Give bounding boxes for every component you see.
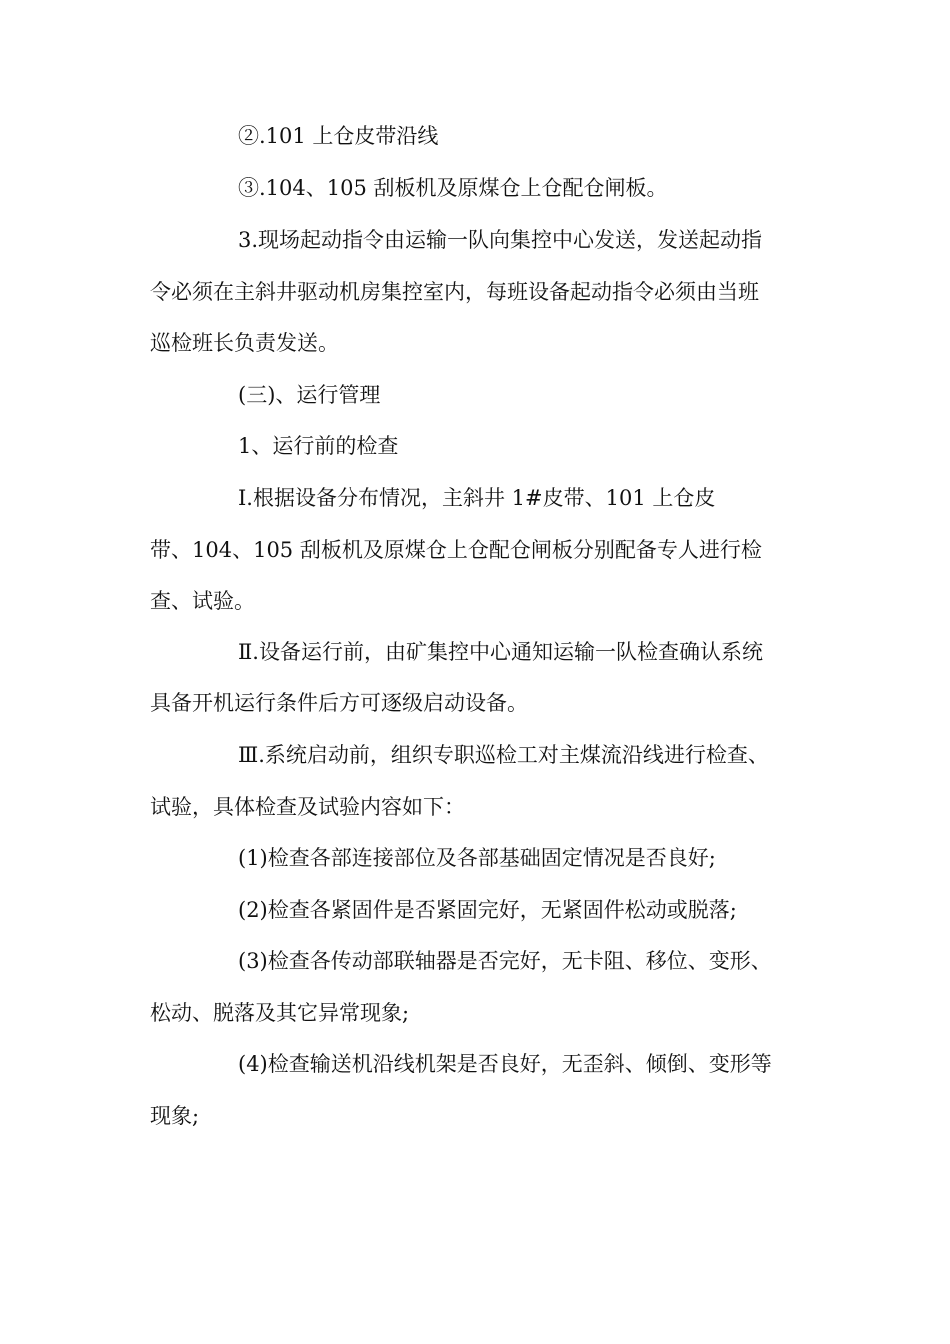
list-item: (1)检查各部连接部位及各部基础固定情况是否良好; [238, 846, 716, 870]
text-line: 松动、脱落及其它异常现象; [150, 1001, 410, 1025]
section-heading: (三)、运行管理 [238, 383, 381, 407]
text-line: 令必须在主斜井驱动机房集控室内，每班设备起动指令必须由当班 [150, 280, 759, 304]
text-line: 巡检班长负责发送。 [150, 331, 339, 355]
text-line: 试验，具体检查及试验内容如下： [150, 795, 465, 819]
text-line: Ⅰ.根据设备分布情况，主斜井 1#皮带、101 上仓皮 [238, 486, 716, 510]
text-line: 现象; [150, 1104, 200, 1128]
text-line: Ⅲ.系统启动前，组织专职巡检工对主煤流沿线进行检查、 [238, 743, 769, 767]
text-line: 3.现场起动指令由运输一队向集控中心发送，发送起动指 [238, 228, 763, 252]
list-item: (2)检查各紧固件是否紧固完好，无紧固件松动或脱落; [238, 898, 737, 922]
text-line: 带、104、105 刮板机及原煤仓上仓配仓闸板分别配备专人进行检 [150, 538, 762, 562]
subsection-heading: 1、运行前的检查 [238, 434, 399, 458]
list-item: (3)检查各传动部联轴器是否完好，无卡阻、移位、变形、 [238, 949, 772, 973]
text-line: ③.104、105 刮板机及原煤仓上仓配仓闸板。 [238, 176, 668, 200]
list-item: (4)检查输送机沿线机架是否良好，无歪斜、倾倒、变形等 [238, 1052, 772, 1076]
text-line: Ⅱ.设备运行前，由矿集控中心通知运输一队检查确认系统 [238, 640, 763, 664]
text-line: 查、试验。 [150, 589, 255, 613]
text-line: 具备开机运行条件后方可逐级启动设备。 [150, 691, 528, 715]
text-line: ②.101 上仓皮带沿线 [238, 124, 439, 148]
